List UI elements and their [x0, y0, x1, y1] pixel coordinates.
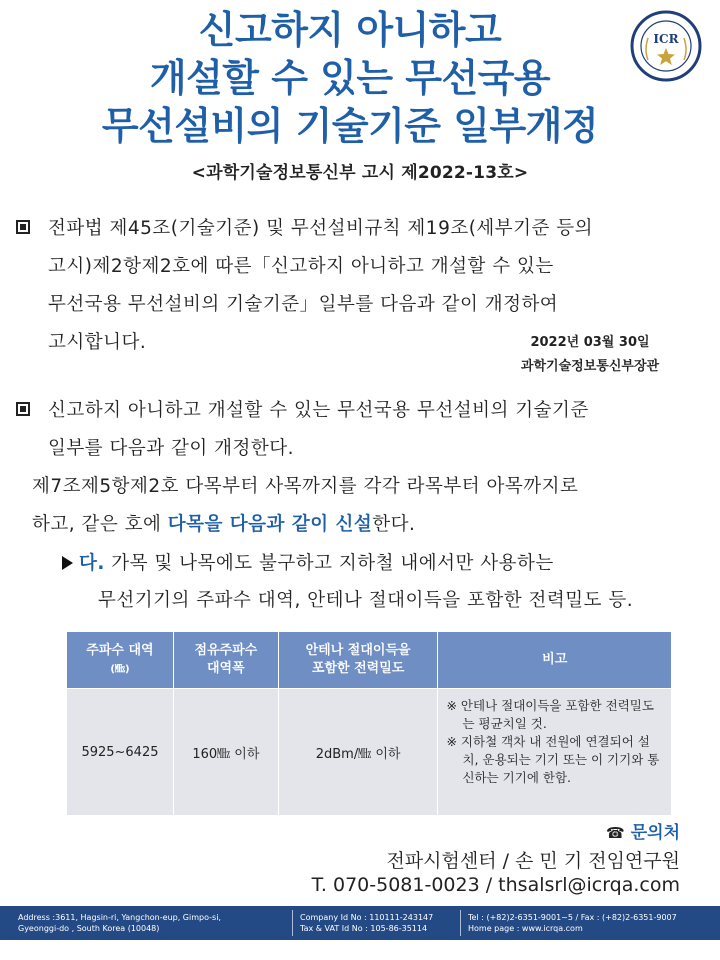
notice-number: <과학기술정보통신부 고시 제2022-13호>	[191, 163, 529, 183]
remark-line: ※ 지하철 객차 내 전원에 연결되어 설치, 운용되는 기기 또는 이 기기와 통신하는 기기에 한함.	[446, 734, 660, 785]
section-2-text: 한다.	[372, 514, 416, 535]
logo-text: ICR	[653, 32, 679, 46]
item-line-2: 무선기기의 주파수 대역, 안테나 절대이득을 포함한 전력밀도 등.	[98, 590, 634, 611]
header-power-density: 안테나 절대이득을 포함한 전력밀도	[278, 632, 438, 689]
highlight-text: 다목을 다음과 같이 신설	[167, 514, 373, 535]
table-row	[67, 689, 672, 816]
footer-company: Company Id No : 110111-243147 Tax & VAT Id No : 105-86-35114	[300, 913, 434, 933]
section-2	[32, 392, 700, 544]
table-header-row	[67, 632, 672, 689]
header-bandwidth: 점유주파수 대역폭	[173, 632, 278, 689]
cell-remark	[438, 689, 672, 816]
footer-contact: Tel : (+82)2-6351-9001~5 / Fax : (+82)2-6351-9007 Home page : www.icrqa.com	[468, 913, 677, 933]
title-line-3: 무선설비의 기술기준 일부개정	[101, 104, 599, 148]
cell-bandwidth: 160㎒ 이하	[173, 689, 278, 816]
footer-address: Address :3611, Hagsin-ri, Yangchon-eup, Gimpo-si, Gyeonggi-do , South Korea (10048)	[18, 913, 221, 933]
icr-logo	[630, 10, 702, 82]
issuer: 과학기술정보통신부장관	[520, 359, 660, 374]
footer-divider	[460, 910, 461, 936]
section-2-text: 하고, 같은 호에	[32, 514, 168, 535]
title-line-2: 개설할 수 있는 무선국용	[149, 56, 551, 100]
triangle-arrow-icon	[62, 556, 73, 570]
cell-power-density: 2dBm/㎒ 이하	[278, 689, 438, 816]
title-line-1: 신고하지 아니하고	[198, 8, 502, 52]
section-1-line: 고시)제2항제2호에 따른「신고하지 아니하고 개설할 수 있는	[48, 256, 554, 277]
section-1-line: 전파법 제45조(기술기준) 및 무선설비규칙 제19조(세부기준 등의	[48, 218, 594, 239]
square-bullet-icon	[16, 402, 30, 416]
header-remark: 비고	[438, 632, 672, 689]
section-2-line: 신고하지 아니하고 개설할 수 있는 무선국용 무선설비의 기술기준	[48, 400, 589, 421]
section-1-line: 고시합니다.	[48, 332, 147, 353]
issue-date: 2022년 03월 30일	[530, 335, 650, 350]
phone-icon: ☎	[606, 824, 625, 842]
footer-divider	[292, 910, 293, 936]
footer-bar	[0, 906, 720, 940]
remark-line: ※ 안테나 절대이득을 포함한 전력밀도는 평균치일 것.	[446, 698, 654, 731]
contact-tel: T. 070-5081-0023 / thsalsrl@icrqa.com	[311, 874, 680, 896]
spec-table	[66, 631, 672, 816]
item-line-1: 가목 및 나목에도 불구하고 지하철 내에서만 사용하는	[104, 553, 554, 574]
section-2-line: 일부를 다음과 같이 개정한다.	[48, 438, 294, 459]
header-freq: 주파수 대역 (㎒)	[67, 632, 174, 689]
section-2-line: 제7조제5항제2호 다목부터 사목까지를 각각 라목부터 아목까지로	[32, 476, 579, 497]
item-da	[62, 546, 554, 582]
square-bullet-icon	[16, 220, 30, 234]
contact-person: 전파시험센터 / 손 민 기 전임연구원	[386, 850, 680, 872]
section-2-line	[32, 506, 700, 544]
section-1-line: 무선국용 무선설비의 기술기준」일부를 다음과 같이 개정하여	[48, 294, 559, 315]
page-title	[40, 6, 660, 150]
item-marker: 다.	[79, 553, 105, 574]
contact-heading: ☎ 문의처	[606, 823, 680, 843]
cell-freq: 5925~6425	[67, 689, 174, 816]
